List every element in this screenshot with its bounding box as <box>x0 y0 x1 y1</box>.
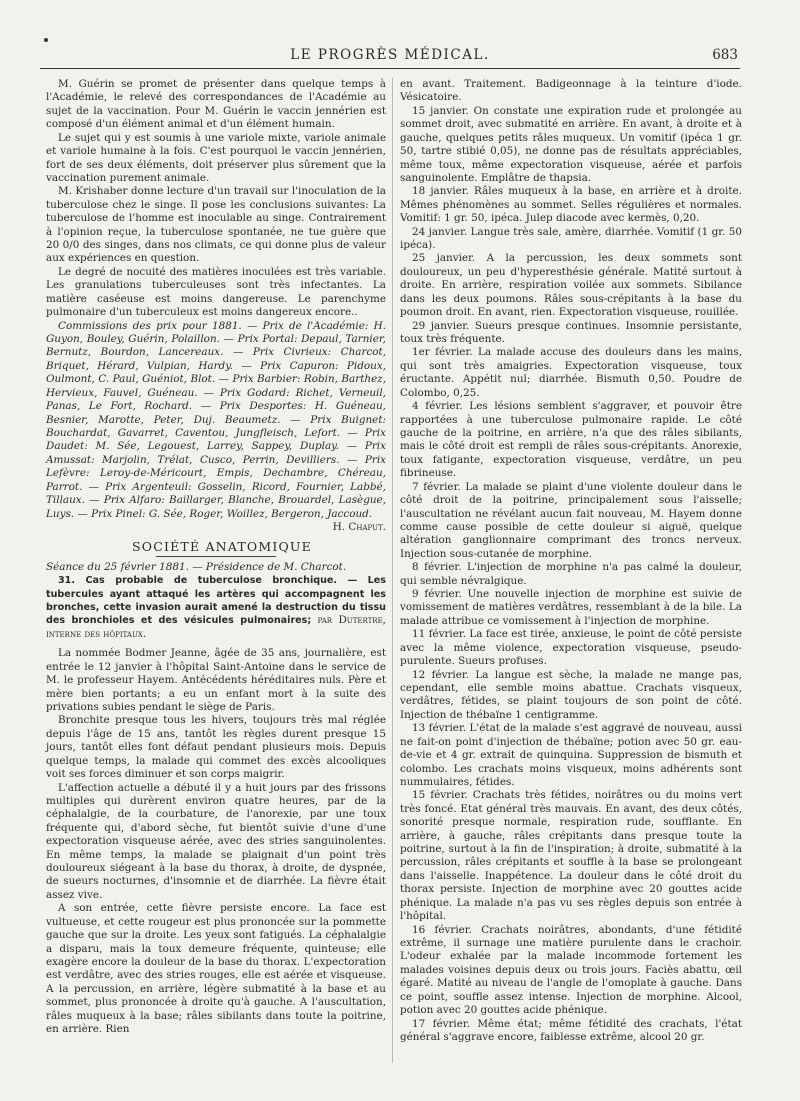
clinical-entry: 25 janvier. A la percussion, les deux sommets sont douloureux, un peu d'hyperesthésie générale. Matité surtout à droite. En arrière, respiration voilée aux sommets. Sibilance dans les deux poumons. Râles sous-crépitants à la base du poumon droit. En avant, rien. Expectoration visqueuse, rouillée. <box>400 252 742 319</box>
page-number: 683 <box>712 47 738 63</box>
signature: H. Chaput. <box>332 520 386 533</box>
case-author: par Dutertre, interne des hôpitaux. <box>46 614 386 640</box>
section-title: SOCIÉTÉ ANATOMIQUE <box>131 539 312 555</box>
clinical-entry: 13 février. L'état de la malade s'est aggravé de nouveau, aussi ne fait-on point d'injection de thébaïne; potion avec 50 gr. eau-de-vie et 4 gr. extrait de quinquina. Suppression de bismuth et colombo. Les crachats moins visqueux, moins adhérents sont nummulaires, fétides. <box>400 722 742 788</box>
case-heading <box>46 574 386 641</box>
column-divider <box>392 78 393 1063</box>
header-rule <box>40 68 740 69</box>
paragraph: M. Krishaber donne lecture d'un travail sur l'inoculation de la tuberculose chez le singe. Il pose les conclusions suivantes: La tuberculose de l'homme est inoculable au singe. Contrairement à l'opinion reçue, la tuberculose spontanée, ne tue guère que 20 0/0 des singes, dans nos climats, ce qui donne plus de valeur aux expériences en question. <box>46 185 386 265</box>
clinical-entry: 4 février. Les lésions semblent s'aggraver, et pouvoir être rapportées à une tuberculose pulmonaire rapide. Le côté gauche de la poitrine, en arrière, n'a que des râles sibilants, mais le côté droit est rempli de râles sous-crépitants. Anorexie, toux fatigante, expectoration visqueuse, verdâtre, un peu fibrineuse. <box>400 400 742 480</box>
paragraph: L'affection actuelle a débuté il y a huit jours par des frissons multiples qui durèrent environ quatre heures, par de la céphalalgie, de la courbature, de l'anorexie, par une toux fréquente qui, d'abord sèche, fut bientôt suivie d'une d'une expectoration visqueuse aérée, avec des stries sanguinolentes. En même temps, la malade se plaignait d'un point très douloureux siégeant à la base du thorax, à droite, de dyspnée, de sueurs nocturnes, d'insomnie et de diarrhée. La fièvre était assez vive. <box>46 781 386 901</box>
clinical-entry: 29 janvier. Sueurs presque continues. Insomnie persistante, toux très fréquente. <box>400 319 742 346</box>
clinical-entry: 18 janvier. Râles muqueux à la base, en arrière et à droite. Mêmes phénomènes au sommet. Selles régulières et normales. Vomitif: 1 gr. 50, ipéca. Julep diacode avec kermès, 0,20. <box>400 185 742 225</box>
case-title: 31. Cas probable de tuberculose bronchique. — Les tubercules ayant attaqué les artères qui accompagnent les bronches, cette invasion aurait amené la destruction du tissu des bronchioles et des vésicules pulmonaires; <box>46 575 386 627</box>
journal-title: LE PROGRÈS MÉDICAL. <box>290 47 490 63</box>
section-rule <box>156 556 276 557</box>
paragraph: M. Guérin se promet de présenter dans quelque temps à l'Académie, le relevé des correspondances de l'Académie au sujet de la vaccination. Pour M. Guérin le vaccin jennérien est composé d'un élément animal et d'un élément humain. <box>46 78 386 131</box>
clinical-entry: 7 février. La malade se plaint d'une violente douleur dans le côté droit de la poitrine, principalement sous l'aisselle; l'auscultation ne révélant aucun fait nouveau, M. Hayem donne comme cause possible de cette douleur si aiguë, quelque altération ganglionnaire comprimant des troncs nerveux. Injection sous-cutanée de morphine. <box>400 480 742 560</box>
left-column <box>46 78 386 1037</box>
clinical-entry: 1er février. La malade accuse des douleurs dans les mains, qui sont très amaigries. Expectoration visqueuse, toux éructante. Appétit nul; diarrhée. Bismuth 0,50. Poudre de Colombo, 0,25. <box>400 346 742 399</box>
clinical-entry: 12 février. La langue est sèche, la malade ne mange pas, cependant, elle semble moins abattue. Crachats visqueux, verdâtres, fétides, se plaint toujours de son point de côté. Injection de thébaïne 1 centigramme. <box>400 668 742 721</box>
clinical-entry: 8 février. L'injection de morphine n'a pas calmé la douleur, qui semble névralgique. <box>400 561 742 587</box>
paragraph: en avant. Traitement. Badigeonnage à la teinture d'iode. Vésicatoire. <box>400 78 742 104</box>
running-header <box>40 47 740 69</box>
paragraph: Le sujet qui y est soumis à une variole mixte, variole animale et variole humaine à la fois. C'est pourquoi le vaccin jennérien, fort de ses deux éléments, doit préserver plus sûrement que la vaccination purement animale. <box>46 131 386 184</box>
prize-commissions: Commissions des prix pour 1881. — Prix de l'Académie: H. Guyon, Bouley, Guérin, Polaillon. — Prix Portal: Depaul, Tarnier, Bernutz, Bourdon, Lancereaux. — Prix Civrieux: Charcot, Briquet, Hérard, Vulpian, Hardy. — Prix Capuron: Pidoux, Oulmont, C. Paul, Guéniot, Blot. — Prix Barbier: Robin, Barthez, Hervieux, Fauvel, Guéneau. — Prix Godard: Richet, Verneuil, Panas, Le Fort, Rochard. — Prix Desportes: H. Guéneau, Besnier, Marotte, Peter, Duj. Beaumetz. — Prix Buignet: Bouchardat, Gavarret, Caventou, Jungfleisch, Lefort. — Prix Daudet: M. Sée, Legouest, Larrey, Sappey, Duplay. — Prix Amussat: Marjolin, Trélat, Cusco, Perrin, Devilliers. — Prix Lefèvre: Leroy-de-Méricourt, Empis, Dechambre, Chéreau, Parrot. — Prix Argenteuil: Gosselin, Ricord, Fournier, Labbé, Tillaux. — Prix Alfaro: Baillarger, Blanche, Brouardel, Lasègue, Luys. — Prix Pinel: G. Sée, Roger, Woillez, Bergeron, Jaccoud. <box>46 319 386 520</box>
clinical-entry: 17 février. Même état; même fétidité des crachats, l'état général s'aggrave encore, faiblesse extrême, alcool 20 gr. <box>400 1017 742 1043</box>
clinical-entry: 9 février. Une nouvelle injection de morphine est suivie de vomissement de matières verdâtres, ressemblant à de la bile. La malade attribue ce vomissement à l'injection de morphine. <box>400 588 742 627</box>
clinical-entry: 24 janvier. Langue très sale, amère, diarrhée. Vomitif (1 gr. 50 ipéca). <box>400 225 742 252</box>
right-column <box>400 78 742 1044</box>
session-line: Séance du 25 février 1881. — Présidence de M. Charcot. <box>46 560 347 573</box>
paragraph: A son entrée, cette fièvre persiste encore. La face est vultueuse, et cette rougeur est plus prononcée sur la pommette gauche que sur la droite. Les yeux sont fatigués. La céphalalgie a disparu, mais la toux demeure fréquente, quinteuse; elle exagère encore la douleur de la base du thorax. L'expectoration est verdâtre, avec des stries rouges, elle est aérée et visqueuse. A la percussion, en arrière, légère submatité à la base et au sommet, plus prononcée à droite qu'à gauche. A l'auscultation, râles muqueux à la base; râles sibilants dans toute la poitrine, en arrière. Rien <box>46 902 386 1036</box>
clinical-entry: 15 janvier. On constate une expiration rude et prolongée au sommet droit, avec submatité en arrière. En avant, à droite et à gauche, quelques petits râles muqueux. Un vomitif (ipéca 1 gr. 50, tartre stibié 0,05), ne donne pas de résultats appréciables, même toux, même expectoration visqueuse, aérée et parfois sanguinolente. Emplâtre de thapsia. <box>400 104 742 184</box>
paragraph: La nommée Bodmer Jeanne, âgée de 35 ans, journalière, est entrée le 12 janvier à l'hôpital Saint-Antoine dans le service de M. le professeur Hayem. Antécédents héréditaires nuls. Père et mère bien portants; a eu un enfant mort à la suite des privations subies pendant le siège de Paris. <box>46 647 386 713</box>
paragraph: Bronchite presque tous les hivers, toujours très mal réglée depuis l'âge de 15 ans, tantôt les règles durent presque 15 jours, tantôt elles font défaut pendant plusieurs mois. Depuis quelque temps, la malade qui commet des excès alcooliques voit ses forces diminuer et son corps maigrir. <box>46 714 386 781</box>
clinical-entry: 11 février. La face est tirée, anxieuse, le point de côté persiste avec la même violence, expectoration visqueuse, pseudo-purulente. Sueurs profuses. <box>400 628 742 668</box>
clinical-entry: 16 février. Crachats noirâtres, abondants, d'une fétidité extrême, il surnage une matière purulente dans le crachoir. L'odeur exhalée par la malade incommode fortement les malades voisines depuis deux ou trois jours. Faciès abattu, œil égaré. Matité au niveau de l'angle de l'omoplate à gauche. Dans ce point, souffle assez intense. Injection de morphine. Alcool, potion avec 20 gouttes acide phénique. <box>400 923 742 1017</box>
ink-dot <box>44 38 48 42</box>
paragraph: Le degré de nocuité des matières inoculées est très variable. Les granulations tuberculeuses sont très infectantes. La matière caséeuse est moins dangereuse. Le parenchyme pulmonaire d'un tuberculeux est moins dangereux encore.. <box>46 265 386 319</box>
clinical-entry: 15 février. Crachats très fétides, noirâtres ou du moins vert très foncé. Etat général très mauvais. En avant, des deux côtés, sonorité presque normale, respiration rude, soufflante. En arrière, à gauche, râles crépitants dans presque toute la poitrine, surtout à la fin de l'inspiration; à droite, submatité à la percussion, râles crépitants et souffle à la base se prolongeant dans l'aisselle. Inappétence. La douleur dans le côté droit du thorax persiste. Injection de morphine avec 20 gouttes acide phénique. La malade n'a pas vu ses règles depuis son entrée à l'hôpital. <box>400 789 742 923</box>
